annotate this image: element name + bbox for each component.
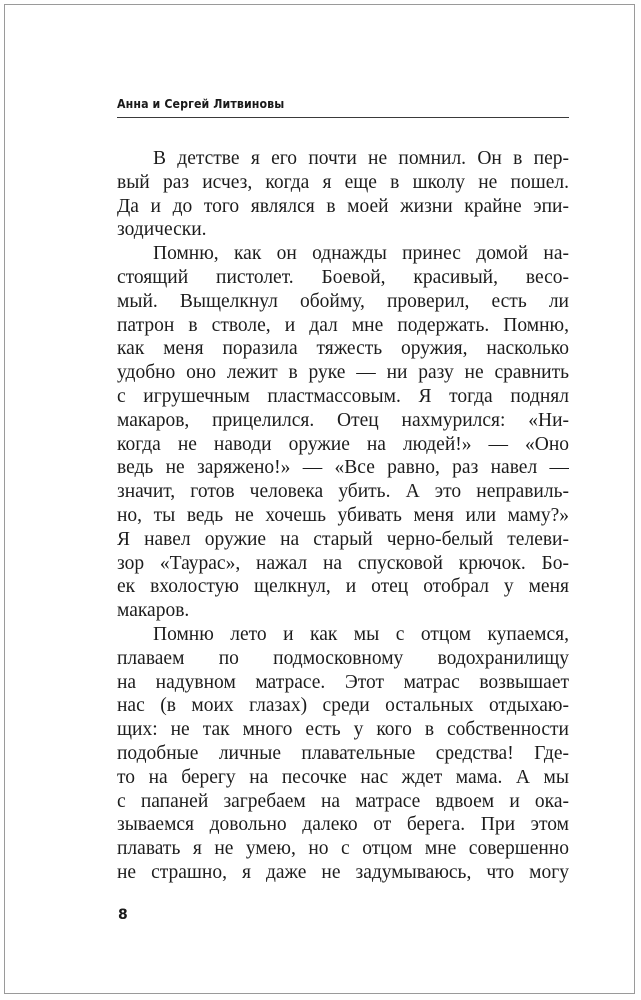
text-line: плавать я не умею, но с отцом мне совершенно <box>117 838 569 860</box>
text-line: не страшно, я даже не задумываюсь, что могу <box>117 861 569 883</box>
text-line: стоящий пистолет. Боевой, красивый, весо- <box>117 266 569 288</box>
text-line: на надувном матрасе. Этот матрас возвышает <box>117 671 569 693</box>
text-line: как меня поразила тяжесть оружия, насколько <box>117 338 569 360</box>
text-line: Помню, как он однажды принес домой на- <box>153 243 569 265</box>
text-line: плаваем по подмосковному водохранилищу <box>117 647 569 669</box>
text-line: ведь не заряжено!» — «Все равно, раз навел — <box>117 457 569 479</box>
text-line: удобно оно лежит в руке — ни разу не сравнить <box>117 362 569 384</box>
text-line: вый раз исчез, когда я еще в школу не пошел. <box>117 171 569 193</box>
running-head: Анна и Сергей Литвиновы <box>117 97 285 111</box>
text-line: патрон в стволе, и дал мне подержать. Помню, <box>117 314 569 336</box>
body-text <box>117 147 569 885</box>
text-line: макаров, прицелился. Отец нахмурился: «Ни- <box>117 409 569 431</box>
text-line: нас (в моих глазах) среди остальных отдыхаю- <box>117 695 569 717</box>
text-line: но, ты ведь не хочешь убивать меня или маму?» <box>117 504 569 526</box>
text-line: Помню лето и как мы с отцом купаемся, <box>153 623 569 645</box>
text-line: щих: не так много есть у кого в собственности <box>117 719 569 741</box>
text-line: Я навел оружие на старый черно-белый телеви- <box>117 528 569 550</box>
text-line: В детстве я его почти не помнил. Он в пер- <box>153 148 569 169</box>
text-line: зор «Таурас», нажал на спусковой крючок. Бо- <box>117 552 569 574</box>
text-line: ек вхолостую щелкнул, и отец отобрал у меня <box>117 576 569 598</box>
text-line: когда не наводи оружие на людей!» — «Оно <box>117 433 569 455</box>
text-line: с папаней загребаем на матрасе вдвоем и ока- <box>117 790 569 812</box>
text-line: подобные личные плавательные средства! Где- <box>117 742 569 764</box>
text-line: зодически. <box>117 219 207 241</box>
text-line: зываемся довольно далеко от берега. При этом <box>117 814 569 836</box>
page-number: 8 <box>118 907 128 923</box>
text-line: макаров. <box>117 600 190 622</box>
text-line: значит, готов человека убить. А это неправиль- <box>117 481 569 503</box>
header-rule <box>117 117 569 118</box>
text-line: мый. Выщелкнул обойму, проверил, есть ли <box>117 290 569 312</box>
text-line: Да и до того являлся в моей жизни крайне эпи- <box>117 195 569 217</box>
text-line: с игрушечным пластмассовым. Я тогда поднял <box>117 385 569 407</box>
text-line: то на берегу на песочке нас ждет мама. А мы <box>117 766 569 788</box>
